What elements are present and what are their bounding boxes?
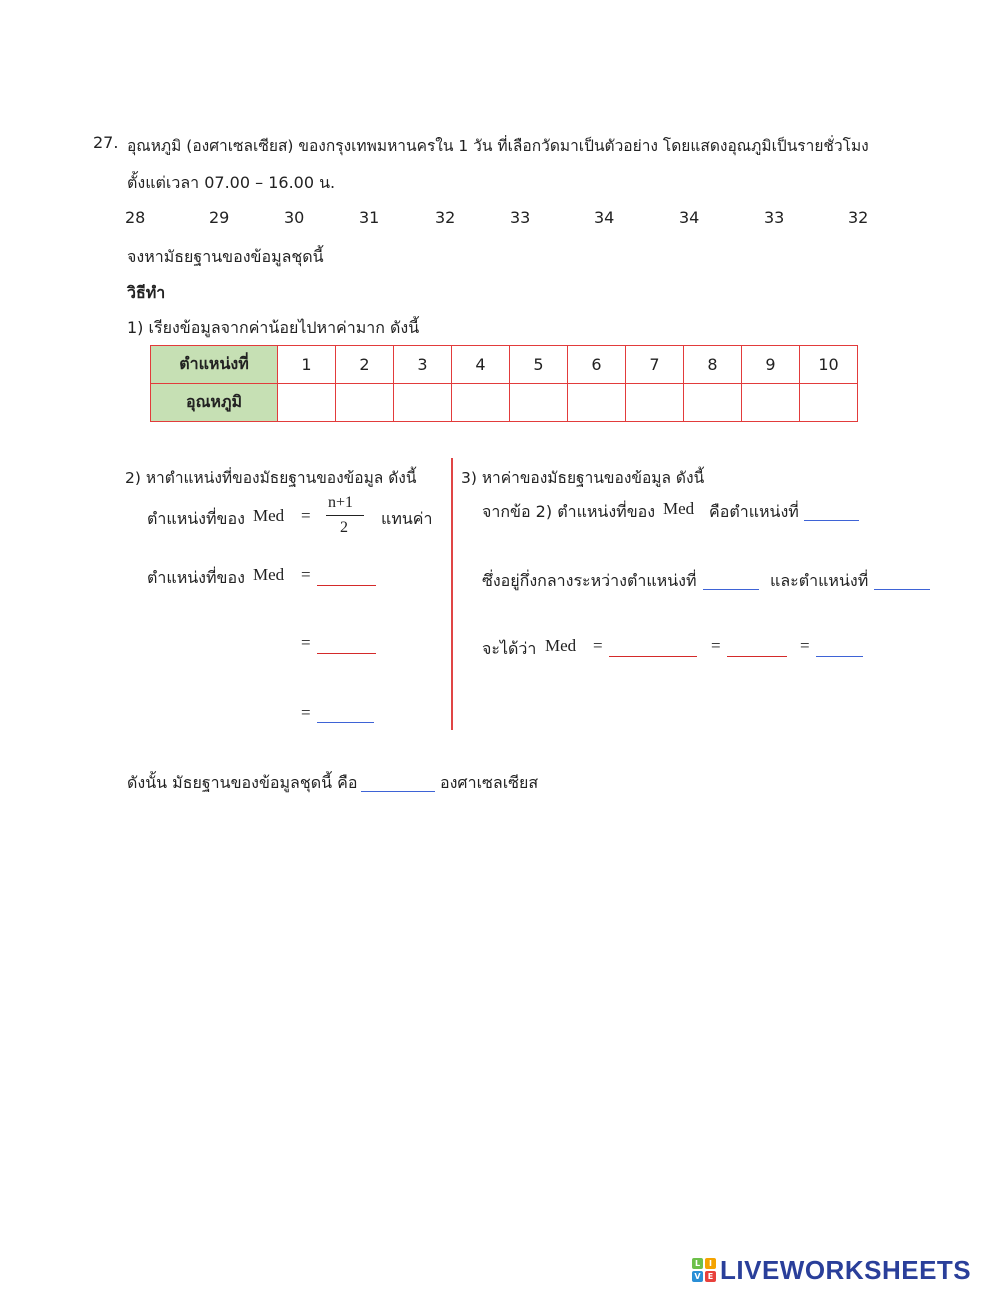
step3-equals: = — [593, 636, 603, 655]
position-cell: 9 — [742, 346, 800, 384]
temperature-input-cell[interactable] — [684, 384, 742, 422]
step2-substitute-label: ตำแหน่งที่ของ — [147, 568, 245, 587]
position-cell: 10 — [800, 346, 858, 384]
data-value: 34 — [594, 208, 615, 227]
upper-position-input[interactable] — [874, 571, 930, 590]
step2-med-label: Med — [253, 565, 285, 584]
step2-formula-label: ตำแหน่งที่ของ — [147, 509, 245, 528]
step3-between-text: ซึ่งอยู่กึ่งกลางระหว่างตำแหน่งที่ — [482, 571, 697, 590]
temperature-input-cell[interactable] — [452, 384, 510, 422]
median-expression-input[interactable] — [609, 638, 697, 657]
formula-fraction — [326, 494, 364, 542]
logo-tile: L — [692, 1258, 703, 1269]
step2-equals: = — [301, 703, 311, 722]
position-cell: 5 — [510, 346, 568, 384]
temperature-input-cell[interactable] — [800, 384, 858, 422]
method-heading: วิธีทำ — [127, 283, 166, 302]
median-sum-input[interactable] — [727, 638, 787, 657]
temperature-input-cell[interactable] — [626, 384, 684, 422]
temperature-input-cell[interactable] — [742, 384, 800, 422]
logo-tile: V — [692, 1271, 703, 1282]
step3-and-text: และตำแหน่งที่ — [770, 571, 869, 590]
temperature-input-cell[interactable] — [568, 384, 626, 422]
step3-from-step-text: จากข้อ 2) ตำแหน่งที่ของ — [482, 502, 656, 521]
data-value: 34 — [679, 208, 700, 227]
fraction-bar — [326, 515, 364, 516]
data-value: 32 — [435, 208, 456, 227]
conclusion-text: ดังนั้น มัธยฐานของข้อมูลชุดนี้ คือ — [127, 773, 358, 792]
step3-med-label: Med — [663, 499, 695, 518]
question-prompt: จงหามัธยฐานของข้อมูลชุดนี้ — [127, 247, 324, 266]
data-value: 31 — [359, 208, 380, 227]
table-row-temperatures — [151, 384, 858, 422]
position-cell: 3 — [394, 346, 452, 384]
step3-is-position-text: คือตำแหน่งที่ — [709, 502, 799, 521]
fraction-denominator: 2 — [340, 519, 348, 536]
conclusion-answer-input[interactable] — [361, 773, 435, 792]
position-header: ตำแหน่งที่ — [151, 346, 278, 384]
step2-answer-input[interactable] — [317, 567, 376, 586]
step3-equals: = — [800, 636, 810, 655]
step2-equals: = — [301, 565, 311, 584]
data-value: 30 — [284, 208, 305, 227]
logo-text: LIVEWORKSHEETS — [720, 1254, 972, 1285]
logo-tiles-icon — [692, 1258, 716, 1282]
step3-we-get-text: จะได้ว่า — [482, 639, 537, 658]
question-text-line1: อุณหภูมิ (องศาเซลเซียส) ของกรุงเทพมหานครใน 1 วัน ที่เลือกวัดมาเป็นตัวอย่าง โดยแสดงอุณภูมิเป็นรายชั่วโมง — [127, 137, 869, 155]
question-text-line2: ตั้งแต่เวลา 07.00 – 16.00 น. — [127, 173, 336, 192]
step2-med-label: Med — [253, 506, 285, 525]
temperature-input-cell[interactable] — [336, 384, 394, 422]
data-value: 33 — [764, 208, 785, 227]
data-value: 33 — [510, 208, 531, 227]
step3-med-label: Med — [545, 636, 577, 655]
position-cell: 4 — [452, 346, 510, 384]
median-position-input[interactable] — [804, 502, 859, 521]
step2-title: 2) หาตำแหน่งที่ของมัธยฐานของข้อมูล ดังนี้ — [125, 469, 417, 487]
step3-title: 3) หาค่าของมัธยฐานของข้อมูล ดังนี้ — [461, 469, 705, 487]
step3-equals: = — [711, 636, 721, 655]
step1-title: 1) เรียงข้อมูลจากค่าน้อยไปหาค่ามาก ดังนี้ — [127, 318, 420, 337]
sort-table — [150, 345, 858, 422]
question-number: 27. — [93, 133, 119, 152]
lower-position-input[interactable] — [703, 571, 759, 590]
conclusion-unit: องศาเซลเซียส — [440, 773, 539, 792]
position-cell: 1 — [278, 346, 336, 384]
logo-tile: E — [705, 1271, 716, 1282]
step2-equals: = — [301, 633, 311, 652]
temperature-input-cell[interactable] — [510, 384, 568, 422]
step2-equals: = — [301, 506, 311, 525]
position-cell: 7 — [626, 346, 684, 384]
data-value: 28 — [125, 208, 146, 227]
column-divider — [451, 458, 453, 730]
temperature-input-cell[interactable] — [394, 384, 452, 422]
position-cell: 2 — [336, 346, 394, 384]
fraction-numerator: n+1 — [328, 494, 354, 511]
table-row-positions — [151, 346, 858, 384]
temperature-input-cell[interactable] — [278, 384, 336, 422]
substitute-label: แทนค่า — [381, 509, 433, 528]
data-value: 29 — [209, 208, 230, 227]
median-value-input[interactable] — [816, 638, 863, 657]
step2-answer-input[interactable] — [317, 635, 376, 654]
data-value: 32 — [848, 208, 869, 227]
logo-tile: I — [705, 1258, 716, 1269]
position-cell: 6 — [568, 346, 626, 384]
step2-final-position-input[interactable] — [317, 704, 374, 723]
position-cell: 8 — [684, 346, 742, 384]
temperature-header: อุณหภูมิ — [151, 384, 278, 422]
liveworksheets-logo — [692, 1256, 971, 1284]
